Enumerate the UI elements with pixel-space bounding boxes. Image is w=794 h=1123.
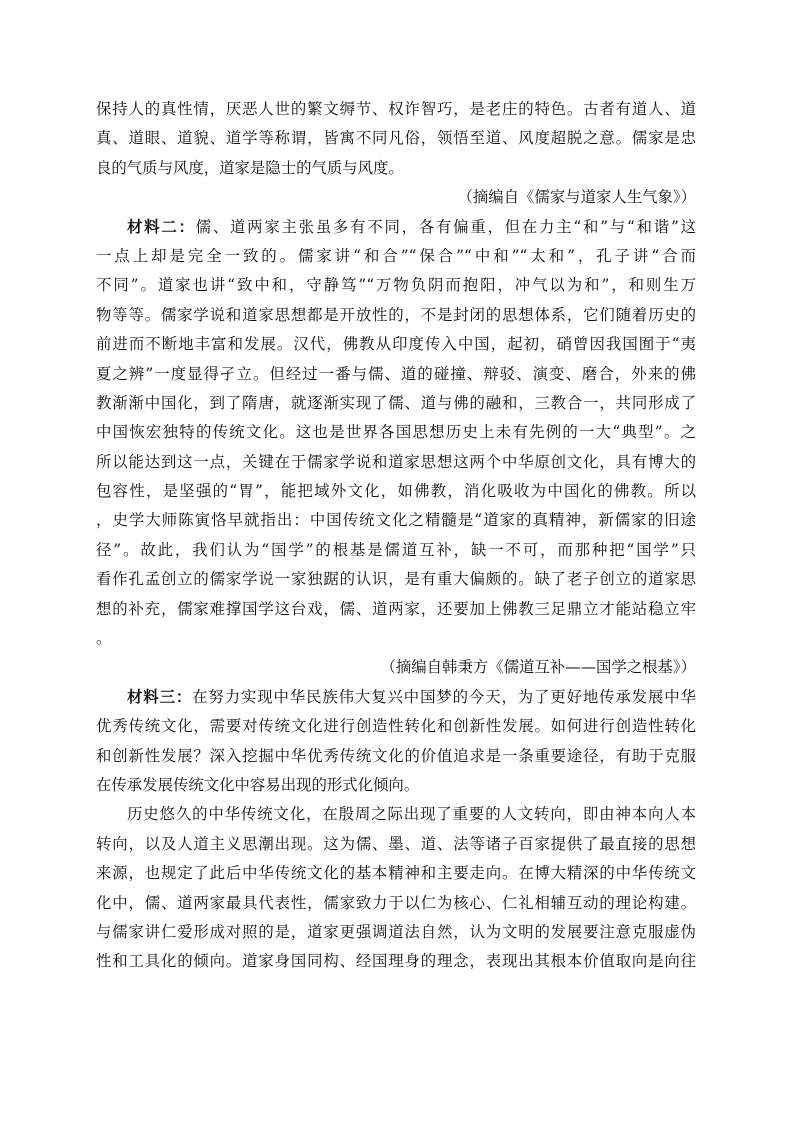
text-line: 和创新性发展？深入挖掘中华优秀传统文化的价值追求是一条重要途径，有助于克服 [96, 746, 696, 765]
paragraph-1 [96, 95, 696, 183]
text-line: 前进而不断地丰富和发展。汉代，佛教从印度传入中国，起初，硝曾因我国囿于“夷 [96, 335, 696, 354]
text-line: 来源，也规定了此后中华传统文化的基本精神和主要走向。在博大精深的中华传统文 [96, 864, 696, 883]
text-line: 物等等。儒家学说和道家思想都是开放性的，不是封闭的思想体系，它们随着历史的 [96, 305, 696, 324]
text-line: 与儒家讲仁爱形成对照的是，道家更强调道法自然，认为文明的发展要注意克服虚伪 [96, 922, 696, 941]
text-line [96, 213, 696, 242]
material-2 [96, 213, 696, 654]
text-line-content: 儒、道两家主张虽多有不同，各有偏重，但在力主“和”与“和谐”这 [195, 217, 696, 236]
text-line: 真、道眼、道貌、道学等称谓，皆寓不同凡俗，领悟至道、风度超脱之意。儒家是忠 [96, 129, 696, 148]
text-line: 转向，以及人道主义思潮出现。这为儒、墨、道、法等诸子百家提供了最直接的思想 [96, 834, 696, 853]
text-line: 化中，儒、道两家最具代表性，儒家致力于以仁为核心、仁礼相辅互动的理论构建。 [96, 893, 696, 912]
text-line: 保持人的真性情，厌恶人世的繁文缛节、权诈智巧，是老庄的特色。古者有道人、道 [96, 100, 696, 118]
text-line: 想的补充，儒家难撑国学这台戏，儒、道两家，还要加上佛教三足鼎立才能站稳立牢 [96, 599, 696, 618]
text-line: 一点上却是完全一致的。儒家讲“和合”“保合”“中和”“太和”，孔子讲“合而 [96, 246, 696, 265]
text-line: 性和工具化的倾向。道家身国同构、经国理身的理念，表现出其根本价值取向是向往 [96, 952, 696, 971]
text-line: 所以能达到这一点，关键在于儒家学说和道家思想这两个中华原创文化，具有博大的 [96, 452, 696, 471]
material-2-label: 材料二： [127, 217, 196, 236]
text-line: 良的气质与风度，道家是隐士的气质与风度。 [96, 158, 404, 177]
text-line: 中国恢宏独特的传统文化。这也是世界各国思想历史上未有先例的一大“典型”。之 [96, 423, 696, 442]
paragraph-4 [96, 800, 696, 976]
text-line: 径”。故此，我们认为“国学”的根基是儒道互补，缺一不可，而那种把“国学”只 [96, 540, 696, 559]
text-line: 看作孔孟创立的儒家学说一家独踞的认识，是有重大偏颇的。缺了老子创立的道家思 [96, 570, 696, 589]
material-3 [96, 683, 696, 801]
source-citation-1: （摘编自《儒家与道家人生气象》） [457, 188, 696, 207]
text-line: 优秀传统文化，需要对传统文化进行创造性转化和创新性发展。如何进行创造性转化 [96, 717, 696, 736]
source-citation-2: （摘编自韩秉方《儒道互补——国学之根基》） [380, 658, 696, 677]
text-line [96, 683, 696, 712]
text-line: 教渐渐中国化，到了隋唐，就逐渐实现了儒、道与佛的融和，三教合一，共同形成了 [96, 393, 696, 412]
text-line: 包容性，是坚强的“胃”，能把域外文化，如佛教，消化吸收为中国化的佛教。所以 [96, 482, 696, 501]
text-line: 在传承发展传统文化中容易出现的形式化倾向。 [96, 775, 420, 794]
text-line: 历史悠久的中华传统文化，在殷周之际出现了重要的人文转向，即由神本向人本 [127, 805, 696, 824]
material-3-label: 材料三： [127, 687, 193, 706]
text-line-content: 在努力实现中华民族伟大复兴中国梦的今天，为了更好地传承发展中华 [192, 687, 696, 706]
document-page [96, 95, 696, 977]
text-line: 不同”。道家也讲“致中和，守静笃”“万物负阴而抱阳，冲气以为和”，和则生万 [96, 276, 696, 295]
text-line: ，史学大师陈寅恪早就指出：中国传统文化之精髓是“道家的真精神，新儒家的旧途 [96, 511, 696, 530]
text-line: 。 [96, 629, 112, 648]
text-line: 夏之辨”一度显得孑立。但经过一番与儒、道的碰撞、辩驳、演变、磨合，外来的佛 [96, 364, 696, 383]
